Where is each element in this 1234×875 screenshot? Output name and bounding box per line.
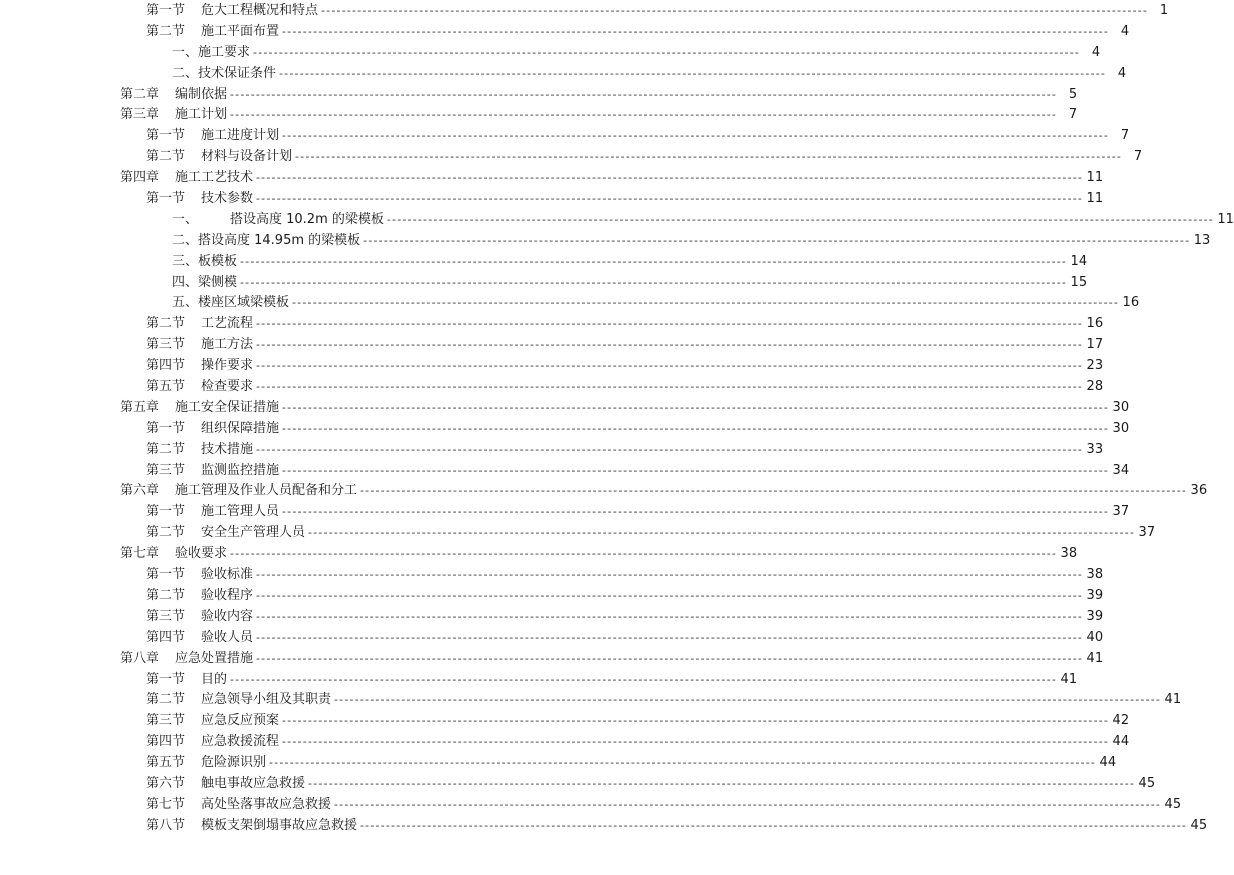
toc-entry-number: 第四章 xyxy=(120,170,160,186)
toc-entry-number: 第二节 xyxy=(146,525,186,541)
toc-entry-section[interactable] xyxy=(0,461,1130,482)
toc-entry-item[interactable] xyxy=(0,293,1140,314)
toc-page-number: 37 xyxy=(1112,504,1130,520)
toc-entry-title: 安全生产管理人员 xyxy=(201,525,306,541)
toc-entry-section[interactable] xyxy=(0,607,1104,628)
toc-entry-section[interactable] xyxy=(0,523,1156,544)
toc-entry-number: 第一节 xyxy=(146,128,186,144)
toc-entry-title: 施工安全保证措施 xyxy=(175,399,280,415)
toc-page-number: 7 xyxy=(1120,128,1130,144)
toc-entry-title: 验收程序 xyxy=(201,587,254,603)
toc-entry-line xyxy=(172,273,1088,294)
toc-dot-leader: ---------------------------------------------------------------------------------------------------------------------------------------------------------------- xyxy=(230,87,1058,101)
toc-entry-line xyxy=(146,523,1156,544)
toc-dot-leader: ---------------------------------------------------------------------------------------------------------------------------------------------------------------- xyxy=(230,547,1058,561)
toc-entry-section[interactable] xyxy=(0,795,1182,816)
table-of-contents xyxy=(0,1,1234,837)
toc-entry-title: 二、技术保证条件 xyxy=(172,65,277,81)
toc-entry-line xyxy=(120,398,1130,419)
toc-entry-number: 第三节 xyxy=(146,608,186,624)
toc-entry-title: 一、施工要求 xyxy=(172,44,251,60)
toc-entry-chapter[interactable] xyxy=(0,649,1104,670)
toc-entry-number: 第七章 xyxy=(120,546,160,562)
toc-dot-leader: ---------------------------------------------------------------------------------------------------------------------------------------------------------------- xyxy=(256,380,1084,394)
toc-entry-title: 触电事故应急救援 xyxy=(201,775,306,791)
toc-dot-leader: ---------------------------------------------------------------------------------------------------------------------------------------------------------------- xyxy=(256,609,1084,623)
toc-entry-section[interactable] xyxy=(0,628,1104,649)
toc-entry-title: 三、板模板 xyxy=(172,253,238,269)
toc-entry-title: 危大工程概况和特点 xyxy=(201,3,319,18)
toc-entry-item[interactable] xyxy=(0,273,1088,294)
toc-entry-line xyxy=(146,795,1182,816)
toc-entry-line xyxy=(120,649,1104,670)
toc-page-number: 45 xyxy=(1190,817,1208,833)
toc-entry-line xyxy=(120,85,1078,106)
toc-entry-title: 操作要求 xyxy=(201,358,254,374)
toc-page-number: 41 xyxy=(1086,650,1104,666)
toc-page-number: 44 xyxy=(1099,755,1117,771)
toc-entry-title: 施工计划 xyxy=(175,107,228,123)
toc-dot-leader: ---------------------------------------------------------------------------------------------------------------------------------------------------------------- xyxy=(295,150,1123,164)
toc-dot-leader: ---------------------------------------------------------------------------------------------------------------------------------------------------------------- xyxy=(256,171,1084,185)
toc-entry-line xyxy=(172,43,1101,64)
toc-dot-leader: ---------------------------------------------------------------------------------------------------------------------------------------------------------------- xyxy=(256,359,1084,373)
toc-entry-line xyxy=(146,335,1104,356)
toc-page-number: 13 xyxy=(1193,232,1211,248)
toc-page-number: 37 xyxy=(1138,525,1156,541)
toc-entry-chapter[interactable] xyxy=(0,398,1130,419)
toc-entry-line xyxy=(146,1,1169,22)
toc-dot-leader: ---------------------------------------------------------------------------------------------------------------------------------------------------------------- xyxy=(279,66,1107,80)
toc-entry-section[interactable] xyxy=(0,147,1143,168)
toc-entry-line xyxy=(172,293,1140,314)
toc-entry-title: 二、搭设高度 14.95m 的梁模板 xyxy=(172,232,361,248)
toc-entry-section[interactable] xyxy=(0,356,1104,377)
toc-entry-number: 第五节 xyxy=(146,379,186,395)
toc-page-number: 42 xyxy=(1112,713,1130,729)
toc-entry-title: 工艺流程 xyxy=(201,316,254,332)
toc-page-number: 11 xyxy=(1086,191,1104,207)
toc-entry-line xyxy=(172,231,1211,252)
toc-entry-number: 第四节 xyxy=(146,629,186,645)
toc-dot-leader: ---------------------------------------------------------------------------------------------------------------------------------------------------------------- xyxy=(256,568,1084,582)
toc-entry-chapter[interactable] xyxy=(0,168,1104,189)
toc-page-number: 11 xyxy=(1217,211,1234,227)
toc-entry-line xyxy=(146,816,1208,837)
toc-entry-line xyxy=(146,607,1104,628)
toc-dot-leader: ---------------------------------------------------------------------------------------------------------------------------------------------------------------- xyxy=(386,212,1214,226)
toc-entry-line xyxy=(120,105,1078,126)
toc-entry-line xyxy=(146,356,1104,377)
toc-entry-title: 施工平面布置 xyxy=(201,23,280,39)
toc-page-number: 7 xyxy=(1133,149,1143,165)
toc-entry-section[interactable] xyxy=(0,565,1104,586)
toc-page-number: 30 xyxy=(1112,420,1130,436)
toc-entry-section[interactable] xyxy=(0,711,1130,732)
toc-dot-leader: ---------------------------------------------------------------------------------------------------------------------------------------------------------------- xyxy=(363,233,1191,247)
toc-entry-number: 第一节 xyxy=(146,504,186,520)
toc-entry-chapter[interactable] xyxy=(0,105,1078,126)
toc-entry-number: 第一节 xyxy=(146,567,186,583)
toc-page-number: 28 xyxy=(1086,379,1104,395)
toc-entry-line xyxy=(146,586,1104,607)
toc-page-number: 33 xyxy=(1086,441,1104,457)
toc-entry-number: 第一节 xyxy=(146,191,186,207)
toc-page-number: 34 xyxy=(1112,462,1130,478)
toc-entry-title: 技术措施 xyxy=(201,441,254,457)
toc-entry-line xyxy=(172,210,1234,231)
toc-entry-number: 第六节 xyxy=(146,775,186,791)
toc-entry-line xyxy=(120,544,1078,565)
toc-page-number: 38 xyxy=(1060,546,1078,562)
toc-dot-leader: ---------------------------------------------------------------------------------------------------------------------------------------------------------------- xyxy=(256,630,1084,644)
toc-entry-number: 第二节 xyxy=(146,23,186,39)
toc-page-number: 5 xyxy=(1068,86,1078,102)
toc-dot-leader: ---------------------------------------------------------------------------------------------------------------------------------------------------------------- xyxy=(253,45,1081,59)
toc-page-number: 41 xyxy=(1060,671,1078,687)
toc-entry-line xyxy=(146,628,1104,649)
toc-entry-item[interactable] xyxy=(0,64,1127,85)
toc-entry-title: 材料与设备计划 xyxy=(201,149,293,165)
toc-page-number: 30 xyxy=(1112,399,1130,415)
toc-entry-title: 目的 xyxy=(201,671,228,687)
toc-entry-title: 技术参数 xyxy=(201,191,254,207)
toc-dot-leader: ---------------------------------------------------------------------------------------------------------------------------------------------------------------- xyxy=(282,24,1110,38)
toc-entry-number: 第六章 xyxy=(120,483,160,499)
toc-entry-title: 高处坠落事故应急救援 xyxy=(201,796,332,812)
toc-entry-line xyxy=(120,481,1208,502)
toc-dot-leader: ---------------------------------------------------------------------------------------------------------------------------------------------------------------- xyxy=(230,672,1058,686)
toc-dot-leader: ---------------------------------------------------------------------------------------------------------------------------------------------------------------- xyxy=(256,588,1084,602)
toc-dot-leader: ---------------------------------------------------------------------------------------------------------------------------------------------------------------- xyxy=(240,254,1068,268)
toc-entry-title: 检查要求 xyxy=(201,379,254,395)
toc-entry-section[interactable] xyxy=(0,314,1104,335)
toc-entry-title: 施工管理人员 xyxy=(201,504,280,520)
toc-entry-section[interactable] xyxy=(0,774,1156,795)
toc-entry-number: 第五节 xyxy=(146,755,186,771)
toc-entry-chapter[interactable] xyxy=(0,85,1078,106)
toc-dot-leader: ---------------------------------------------------------------------------------------------------------------------------------------------------------------- xyxy=(334,797,1162,811)
toc-page-number: 16 xyxy=(1122,295,1140,311)
toc-dot-leader: ---------------------------------------------------------------------------------------------------------------------------------------------------------------- xyxy=(282,714,1110,728)
toc-dot-leader: ---------------------------------------------------------------------------------------------------------------------------------------------------------------- xyxy=(308,526,1136,540)
toc-entry-number: 第四节 xyxy=(146,358,186,374)
toc-page-number: 14 xyxy=(1070,253,1088,269)
toc-entry-line xyxy=(146,711,1130,732)
toc-entry-title: 应急反应预案 xyxy=(201,713,280,729)
toc-dot-leader: ---------------------------------------------------------------------------------------------------------------------------------------------------------------- xyxy=(360,818,1188,832)
toc-entry-title: 监测监控措施 xyxy=(201,462,280,478)
toc-entry-line xyxy=(146,753,1117,774)
toc-dot-leader: ---------------------------------------------------------------------------------------------------------------------------------------------------------------- xyxy=(308,776,1136,790)
toc-entry-section[interactable] xyxy=(0,502,1130,523)
toc-entry-number: 第一节 xyxy=(146,3,186,18)
toc-page-number: 1 xyxy=(1159,3,1169,18)
toc-entry-title: 组织保障措施 xyxy=(201,420,280,436)
toc-dot-leader: ---------------------------------------------------------------------------------------------------------------------------------------------------------------- xyxy=(282,129,1110,143)
toc-dot-leader: ---------------------------------------------------------------------------------------------------------------------------------------------------------------- xyxy=(256,192,1084,206)
toc-entry-line xyxy=(146,690,1182,711)
toc-entry-item[interactable] xyxy=(0,43,1101,64)
toc-entry-number: 第二节 xyxy=(146,149,186,165)
toc-entry-title: 模板支架倒塌事故应急救援 xyxy=(201,817,358,833)
toc-entry-title: 验收人员 xyxy=(201,629,254,645)
toc-entry-line xyxy=(146,419,1130,440)
toc-entry-number: 第五章 xyxy=(120,399,160,415)
toc-entry-number: 第一节 xyxy=(146,420,186,436)
toc-dot-leader: ---------------------------------------------------------------------------------------------------------------------------------------------------------------- xyxy=(321,4,1149,17)
toc-entry-line xyxy=(146,461,1130,482)
toc-page-number: 39 xyxy=(1086,608,1104,624)
toc-entry-title: 编制依据 xyxy=(175,86,228,102)
toc-page-number: 16 xyxy=(1086,316,1104,332)
toc-entry-title: 危险源识别 xyxy=(201,755,267,771)
toc-page-number: 40 xyxy=(1086,629,1104,645)
toc-entry-section[interactable] xyxy=(0,816,1208,837)
toc-page-number: 41 xyxy=(1164,692,1182,708)
toc-entry-number: 第二节 xyxy=(146,316,186,332)
toc-entry-line xyxy=(146,502,1130,523)
toc-entry-section[interactable] xyxy=(0,335,1104,356)
toc-entry-title: 验收标准 xyxy=(201,567,254,583)
toc-entry-chapter[interactable] xyxy=(0,481,1208,502)
toc-entry-line xyxy=(146,377,1104,398)
toc-entry-title: 应急领导小组及其职责 xyxy=(201,692,332,708)
toc-dot-leader: ---------------------------------------------------------------------------------------------------------------------------------------------------------------- xyxy=(230,108,1058,122)
toc-entry-section[interactable] xyxy=(0,586,1104,607)
toc-entry-item[interactable] xyxy=(0,252,1088,273)
toc-entry-line xyxy=(146,565,1104,586)
toc-entry-title: 应急处置措施 xyxy=(175,650,254,666)
toc-entry-line xyxy=(146,147,1143,168)
toc-page-number: 44 xyxy=(1112,734,1130,750)
toc-entry-number: 第八节 xyxy=(146,817,186,833)
toc-dot-leader: ---------------------------------------------------------------------------------------------------------------------------------------------------------------- xyxy=(282,400,1110,414)
toc-entry-number: 第四节 xyxy=(146,734,186,750)
toc-page-number: 17 xyxy=(1086,337,1104,353)
toc-entry-title: 施工工艺技术 xyxy=(175,170,254,186)
toc-entry-section[interactable] xyxy=(0,126,1130,147)
toc-page-number: 45 xyxy=(1164,796,1182,812)
toc-entry-section[interactable] xyxy=(0,732,1130,753)
toc-entry-section[interactable] xyxy=(0,377,1104,398)
toc-entry-line xyxy=(146,22,1130,43)
toc-dot-leader: ---------------------------------------------------------------------------------------------------------------------------------------------------------------- xyxy=(360,484,1188,498)
toc-dot-leader: ---------------------------------------------------------------------------------------------------------------------------------------------------------------- xyxy=(256,442,1084,456)
toc-entry-number: 第三节 xyxy=(146,713,186,729)
toc-dot-leader: ---------------------------------------------------------------------------------------------------------------------------------------------------------------- xyxy=(256,338,1084,352)
toc-entry-title: 施工进度计划 xyxy=(201,128,280,144)
toc-entry-number: 第一节 xyxy=(146,671,186,687)
toc-entry-title: 验收要求 xyxy=(175,546,228,562)
toc-entry-number: 一、 xyxy=(172,211,199,227)
toc-dot-leader: ---------------------------------------------------------------------------------------------------------------------------------------------------------------- xyxy=(269,756,1097,770)
toc-entry-number: 第三节 xyxy=(146,462,186,478)
toc-dot-leader: ---------------------------------------------------------------------------------------------------------------------------------------------------------------- xyxy=(282,463,1110,477)
toc-page-number: 4 xyxy=(1091,44,1101,60)
toc-entry-number: 第二章 xyxy=(120,86,160,102)
toc-entry-line xyxy=(120,168,1104,189)
toc-entry-line xyxy=(146,126,1130,147)
toc-entry-section[interactable] xyxy=(0,690,1182,711)
toc-entry-number: 第三节 xyxy=(146,337,186,353)
toc-entry-line xyxy=(146,189,1104,210)
toc-dot-leader: ---------------------------------------------------------------------------------------------------------------------------------------------------------------- xyxy=(240,275,1068,289)
toc-entry-number: 第二节 xyxy=(146,692,186,708)
toc-entry-section[interactable] xyxy=(0,419,1130,440)
toc-entry-line xyxy=(172,252,1088,273)
toc-page-number: 38 xyxy=(1086,567,1104,583)
toc-entry-title: 五、楼座区域梁模板 xyxy=(172,295,290,311)
toc-page-number: 23 xyxy=(1086,358,1104,374)
toc-dot-leader: ---------------------------------------------------------------------------------------------------------------------------------------------------------------- xyxy=(282,735,1110,749)
toc-entry-section[interactable] xyxy=(0,1,1169,22)
toc-entry-title: 应急救援流程 xyxy=(201,734,280,750)
toc-entry-title: 四、梁侧模 xyxy=(172,274,238,290)
toc-page-number: 45 xyxy=(1138,775,1156,791)
toc-page-number: 4 xyxy=(1117,65,1127,81)
toc-dot-leader: ---------------------------------------------------------------------------------------------------------------------------------------------------------------- xyxy=(282,505,1110,519)
toc-entry-section[interactable] xyxy=(0,753,1117,774)
toc-entry-line xyxy=(146,774,1156,795)
toc-entry-title: 搭设高度 10.2m 的梁模板 xyxy=(230,211,384,227)
toc-page-number: 36 xyxy=(1190,483,1208,499)
toc-entry-item[interactable] xyxy=(0,210,1234,231)
toc-entry-number: 第三章 xyxy=(120,107,160,123)
toc-entry-line xyxy=(146,440,1104,461)
toc-entry-line xyxy=(146,314,1104,335)
toc-page-number: 4 xyxy=(1120,23,1130,39)
toc-entry-section[interactable] xyxy=(0,670,1078,691)
toc-entry-title: 验收内容 xyxy=(201,608,254,624)
toc-entry-section[interactable] xyxy=(0,440,1104,461)
toc-entry-title: 施工方法 xyxy=(201,337,254,353)
toc-page-number: 11 xyxy=(1086,170,1104,186)
toc-entry-section[interactable] xyxy=(0,22,1130,43)
toc-dot-leader: ---------------------------------------------------------------------------------------------------------------------------------------------------------------- xyxy=(282,421,1110,435)
toc-dot-leader: ---------------------------------------------------------------------------------------------------------------------------------------------------------------- xyxy=(256,317,1084,331)
toc-page-number: 7 xyxy=(1068,107,1078,123)
toc-dot-leader: ---------------------------------------------------------------------------------------------------------------------------------------------------------------- xyxy=(256,651,1084,665)
toc-page-number: 39 xyxy=(1086,587,1104,603)
toc-dot-leader: ---------------------------------------------------------------------------------------------------------------------------------------------------------------- xyxy=(292,296,1120,310)
toc-page-number: 15 xyxy=(1070,274,1088,290)
toc-dot-leader: ---------------------------------------------------------------------------------------------------------------------------------------------------------------- xyxy=(334,693,1162,707)
toc-entry-line xyxy=(172,64,1127,85)
toc-entry-number: 第七节 xyxy=(146,796,186,812)
toc-entry-number: 第二节 xyxy=(146,441,186,457)
toc-entry-item[interactable] xyxy=(0,231,1211,252)
toc-entry-chapter[interactable] xyxy=(0,544,1078,565)
toc-entry-line xyxy=(146,670,1078,691)
toc-entry-number: 第八章 xyxy=(120,650,160,666)
toc-entry-line xyxy=(146,732,1130,753)
toc-entry-section[interactable] xyxy=(0,189,1104,210)
toc-entry-number: 第二节 xyxy=(146,587,186,603)
toc-entry-title: 施工管理及作业人员配备和分工 xyxy=(175,483,358,499)
